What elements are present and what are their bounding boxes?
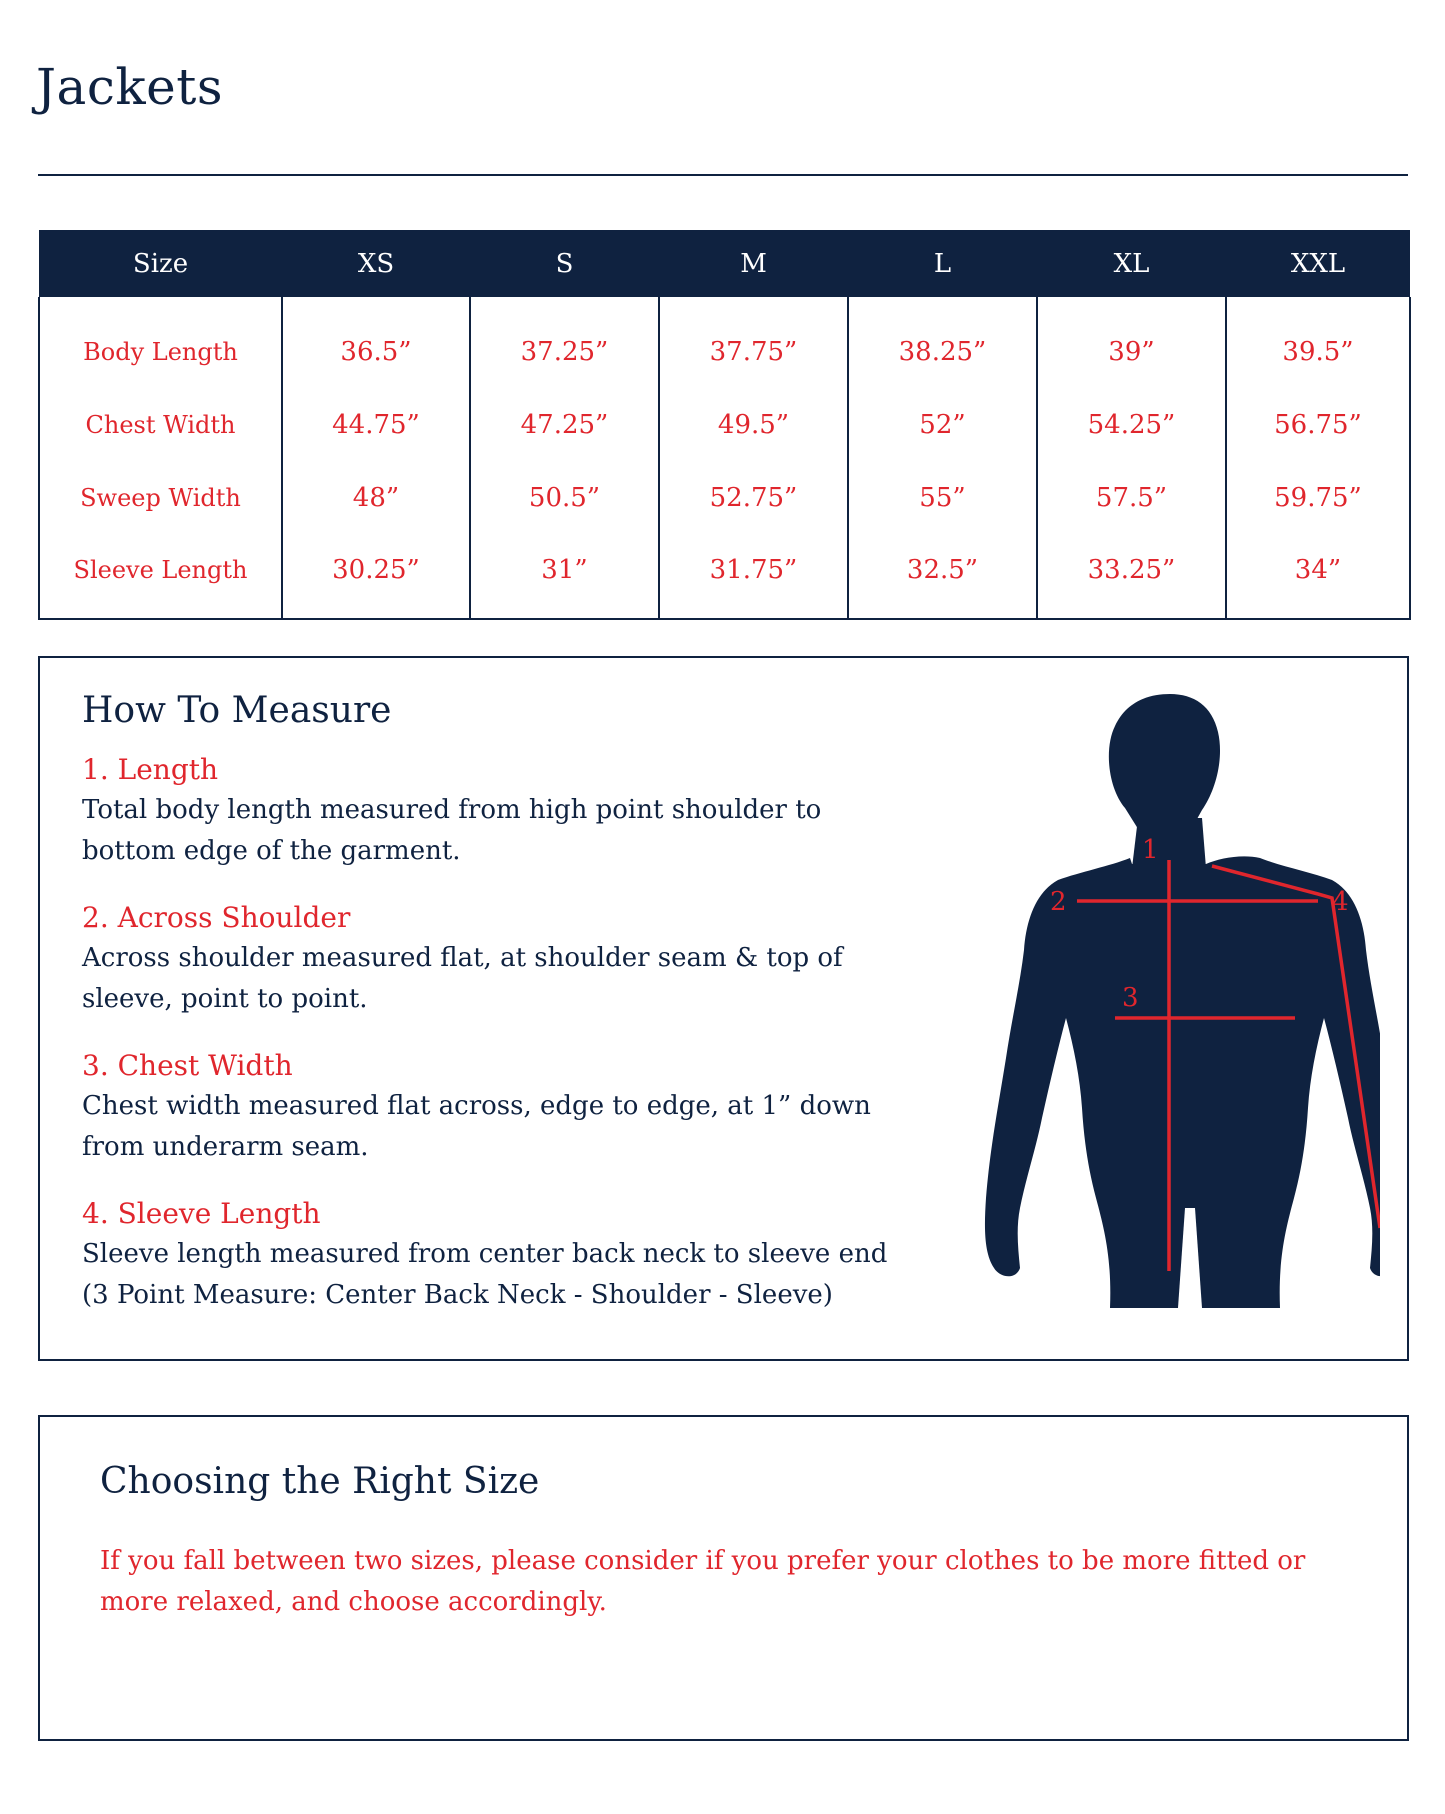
row-label-body-length: Body Length — [39, 297, 282, 388]
measure-item-title: 2. Across Shoulder — [82, 901, 351, 934]
table-cell: 56.75” — [1226, 388, 1410, 461]
table-row — [39, 388, 1410, 461]
table-cell: 54.25” — [1037, 388, 1226, 461]
torso-silhouette — [985, 694, 1380, 1308]
size-header-label: Size — [39, 230, 282, 297]
table-row — [39, 297, 1410, 388]
marker-1: 1 — [1142, 835, 1159, 865]
row-label-sweep-width: Sweep Width — [39, 461, 282, 534]
title-divider — [38, 174, 1408, 176]
marker-2: 2 — [1050, 887, 1067, 917]
table-cell: 36.5” — [282, 297, 470, 388]
table-cell: 34” — [1226, 534, 1410, 619]
measure-item-text: Chest width measured flat across, edge to edge, at 1” down from underarm seam. — [82, 1091, 871, 1162]
list-item — [82, 1046, 922, 1168]
size-header-l: L — [848, 230, 1037, 297]
how-to-measure-heading: How To Measure — [82, 690, 392, 731]
table-row — [39, 534, 1410, 619]
table-cell: 39” — [1037, 297, 1226, 388]
choosing-size-heading: Choosing the Right Size — [100, 1461, 540, 1502]
table-cell: 57.5” — [1037, 461, 1226, 534]
page-title: Jackets — [36, 58, 223, 116]
measure-instructions — [82, 750, 922, 1342]
table-cell: 49.5” — [659, 388, 848, 461]
choosing-size-section — [38, 1415, 1409, 1741]
table-cell: 37.25” — [470, 297, 659, 388]
row-label-sleeve-length: Sleeve Length — [39, 534, 282, 619]
table-cell: 39.5” — [1226, 297, 1410, 388]
table-cell: 31.75” — [659, 534, 848, 619]
size-header-m: M — [659, 230, 848, 297]
measure-item-text: Total body length measured from high point shoulder to bottom edge of the garment. — [82, 795, 822, 866]
measure-item-text: Sleeve length measured from center back neck to sleeve end (3 Point Measure: Center Back Neck - Shoulder - Sleeve) — [82, 1239, 888, 1310]
table-cell: 30.25” — [282, 534, 470, 619]
table-cell: 52.75” — [659, 461, 848, 534]
table-cell: 59.75” — [1226, 461, 1410, 534]
how-to-measure-section — [38, 656, 1409, 1361]
table-cell: 50.5” — [470, 461, 659, 534]
table-cell: 52” — [848, 388, 1037, 461]
size-header-xxl: XXL — [1226, 230, 1410, 297]
list-item — [82, 898, 922, 1020]
choosing-size-text: If you fall between two sizes, please consider if you prefer your clothes to be more fitted or more relaxed, and choose accordingly. — [100, 1546, 1306, 1617]
table-cell: 47.25” — [470, 388, 659, 461]
table-cell: 48” — [282, 461, 470, 534]
table-cell: 31” — [470, 534, 659, 619]
list-item — [82, 1194, 922, 1316]
size-header-xs: XS — [282, 230, 470, 297]
table-row — [39, 461, 1410, 534]
table-cell: 37.75” — [659, 297, 848, 388]
table-header-row — [39, 230, 1410, 297]
table-cell: 38.25” — [848, 297, 1037, 388]
marker-4: 4 — [1332, 887, 1349, 917]
table-cell: 44.75” — [282, 388, 470, 461]
table-cell: 32.5” — [848, 534, 1037, 619]
table-cell: 55” — [848, 461, 1037, 534]
size-header-xl: XL — [1037, 230, 1226, 297]
list-item — [82, 750, 922, 872]
marker-3: 3 — [1122, 983, 1139, 1013]
size-header-s: S — [470, 230, 659, 297]
row-label-chest-width: Chest Width — [39, 388, 282, 461]
table-cell: 33.25” — [1037, 534, 1226, 619]
size-chart-table — [38, 230, 1411, 620]
measure-item-title: 1. Length — [82, 753, 219, 786]
measure-item-title: 3. Chest Width — [82, 1049, 293, 1082]
measure-item-title: 4. Sleeve Length — [82, 1197, 321, 1230]
torso-measurement-figure — [980, 688, 1380, 1338]
measure-item-text: Across shoulder measured flat, at shoulder seam & top of sleeve, point to point. — [82, 943, 843, 1014]
